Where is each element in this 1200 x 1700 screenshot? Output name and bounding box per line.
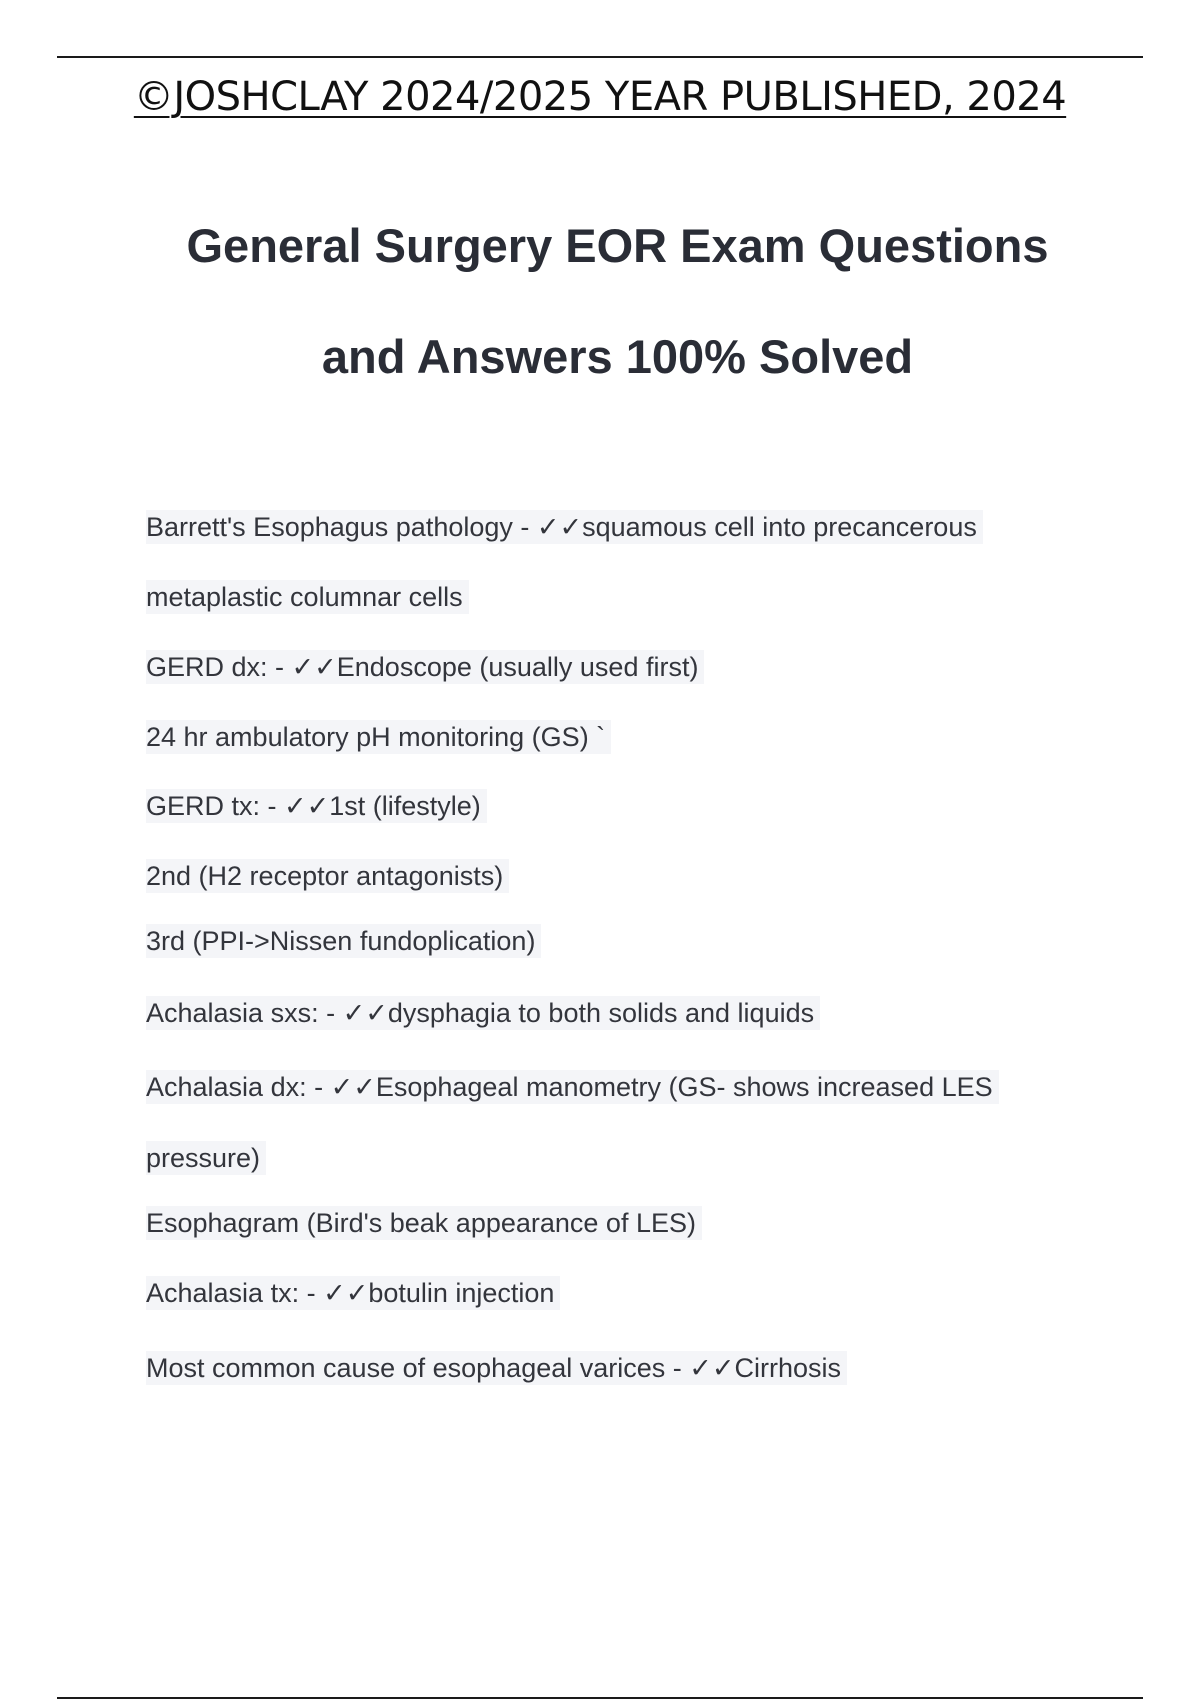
qa-line [146, 1204, 702, 1242]
qa-text: GERD tx: - ✓✓1st (lifestyle) [146, 789, 487, 823]
top-rule [57, 56, 1143, 58]
qa-text: 24 hr ambulatory pH monitoring (GS) ` [146, 720, 611, 754]
copyright-header [0, 74, 1200, 120]
qa-line [146, 922, 541, 960]
bottom-rule [57, 1697, 1143, 1699]
qa-line [146, 1349, 847, 1387]
qa-line [146, 1274, 560, 1312]
qa-line [146, 787, 487, 825]
qa-line [146, 508, 983, 546]
document-title-line-2: and Answers 100% Solved [321, 330, 914, 383]
qa-text: metaplastic columnar cells [146, 580, 469, 614]
qa-text: GERD dx: - ✓✓Endoscope (usually used first) [146, 650, 704, 684]
qa-line [146, 1068, 999, 1106]
qa-line [146, 578, 469, 616]
qa-line [146, 857, 509, 895]
qa-text: Barrett's Esophagus pathology - ✓✓squamous cell into precancerous [146, 510, 983, 544]
qa-line [146, 994, 820, 1032]
qa-text: 3rd (PPI->Nissen fundoplication) [146, 924, 541, 958]
qa-text: 2nd (H2 receptor antagonists) [146, 859, 509, 893]
qa-text: Esophagram (Bird's beak appearance of LES) [146, 1206, 702, 1240]
qa-text: Achalasia dx: - ✓✓Esophageal manometry (GS- shows increased LES [146, 1070, 999, 1104]
copyright-text: ©JOSHCLAY 2024/2025 YEAR PUBLISHED, 2024 [133, 74, 1067, 120]
qa-text: Achalasia sxs: - ✓✓dysphagia to both solids and liquids [146, 996, 820, 1030]
qa-line [146, 718, 611, 756]
qa-line [146, 648, 704, 686]
document-title-line-1: General Surgery EOR Exam Questions [186, 219, 1049, 272]
qa-line [146, 1139, 266, 1177]
qa-text: Most common cause of esophageal varices - ✓✓Cirrhosis [146, 1351, 847, 1385]
qa-text: Achalasia tx: - ✓✓botulin injection [146, 1276, 560, 1310]
qa-text: pressure) [146, 1141, 266, 1175]
